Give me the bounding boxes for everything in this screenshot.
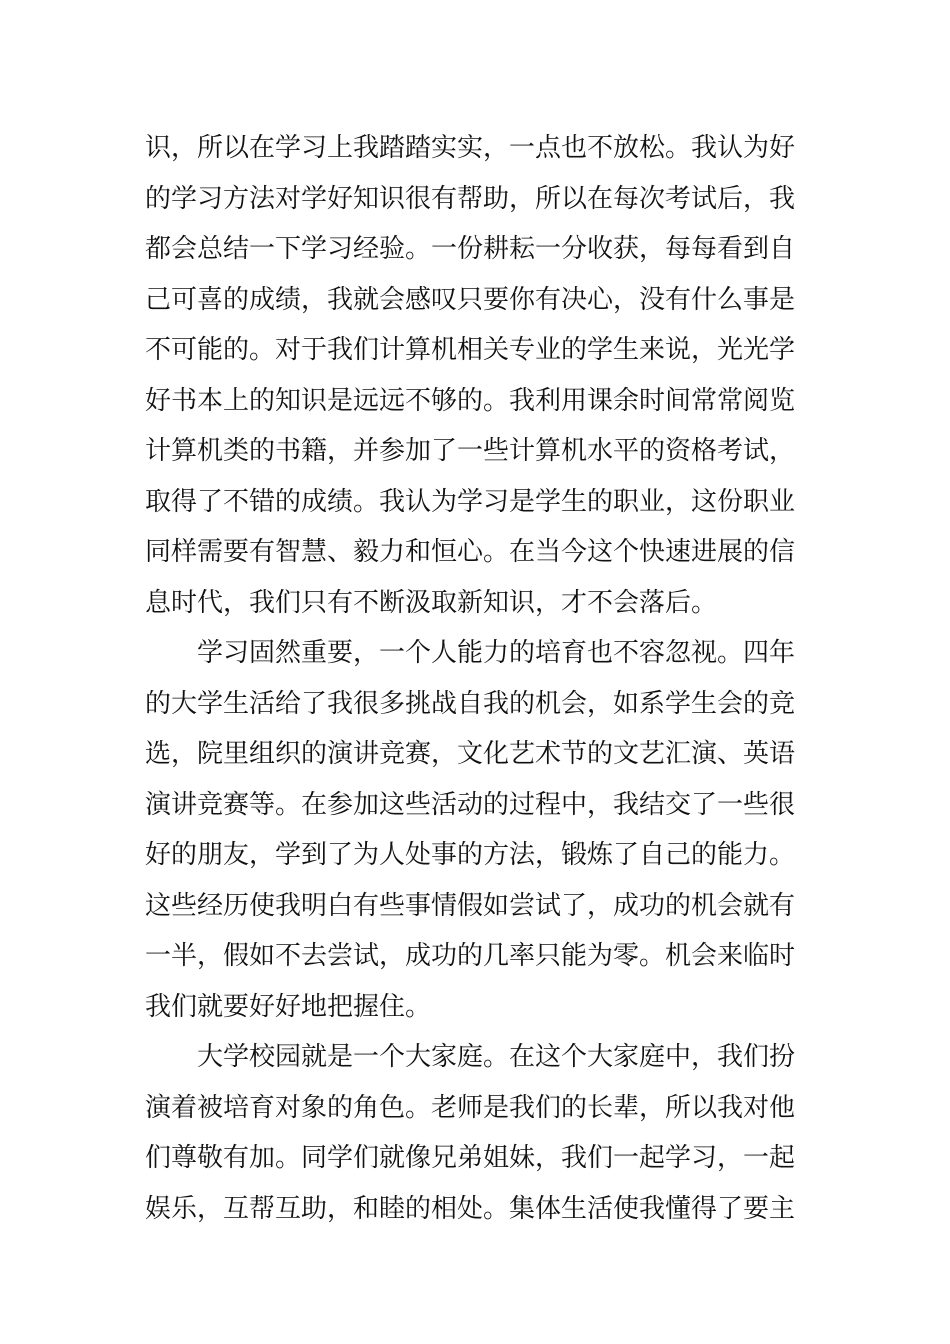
text-line: 这些经历使我明白有些事情假如尝试了，成功的机会就有 bbox=[145, 890, 796, 921]
text-line: 的学习方法对学好知识很有帮助，所以在每次考试后，我 bbox=[145, 183, 796, 214]
text-line: 好书本上的知识是远远不够的。我利用课余时间常常阅览 bbox=[145, 385, 796, 416]
text-line: 演着被培育对象的角色。老师是我们的长辈，所以我对他 bbox=[145, 1092, 796, 1123]
body-text bbox=[145, 123, 815, 1234]
text-line: 我们就要好好地把握住。 bbox=[145, 991, 432, 1022]
text-line: 都会总结一下学习经验。一份耕耘一分收获，每每看到自 bbox=[145, 234, 796, 264]
text-line: 同样需要有智慧、毅力和恒心。在当今这个快速进展的信 bbox=[145, 537, 796, 567]
text-line: 演讲竞赛等。在参加这些活动的过程中，我结交了一些很 bbox=[145, 789, 796, 820]
text-line: 们尊敬有加。同学们就像兄弟姐妹，我们一起学习，一起 bbox=[145, 1143, 796, 1173]
paragraph-first-line: 学习固然重要，一个人能力的培育也不容忽视。四年 bbox=[197, 638, 796, 668]
text-line: 取得了不错的成绩。我认为学习是学生的职业，这份职业 bbox=[145, 486, 796, 517]
text-line: 的大学生活给了我很多挑战自我的机会，如系学生会的竞 bbox=[145, 688, 796, 719]
text-line: 己可喜的成绩，我就会感叹只要你有决心，没有什么事是 bbox=[145, 284, 796, 315]
text-line: 选，院里组织的演讲竞赛，文化艺术节的文艺汇演、英语 bbox=[145, 739, 796, 769]
text-line: 息时代，我们只有不断汲取新知识，才不会落后。 bbox=[145, 587, 718, 618]
text-line: 娱乐，互帮互助，和睦的相处。集体生活使我懂得了要主 bbox=[145, 1193, 796, 1224]
text-line: 识，所以在学习上我踏踏实实，一点也不放松。我认为好 bbox=[145, 133, 796, 163]
text-line: 计算机类的书籍，并参加了一些计算机水平的资格考试， bbox=[145, 436, 796, 466]
text-line: 好的朋友，学到了为人处事的方法，锻炼了自己的能力。 bbox=[145, 840, 796, 870]
paragraph-first-line: 大学校园就是一个大家庭。在这个大家庭中，我们扮 bbox=[197, 1042, 796, 1072]
text-line: 一半，假如不去尝试，成功的几率只能为零。机会来临时 bbox=[145, 941, 796, 971]
text-line: 不可能的。对于我们计算机相关专业的学生来说，光光学 bbox=[145, 335, 796, 365]
